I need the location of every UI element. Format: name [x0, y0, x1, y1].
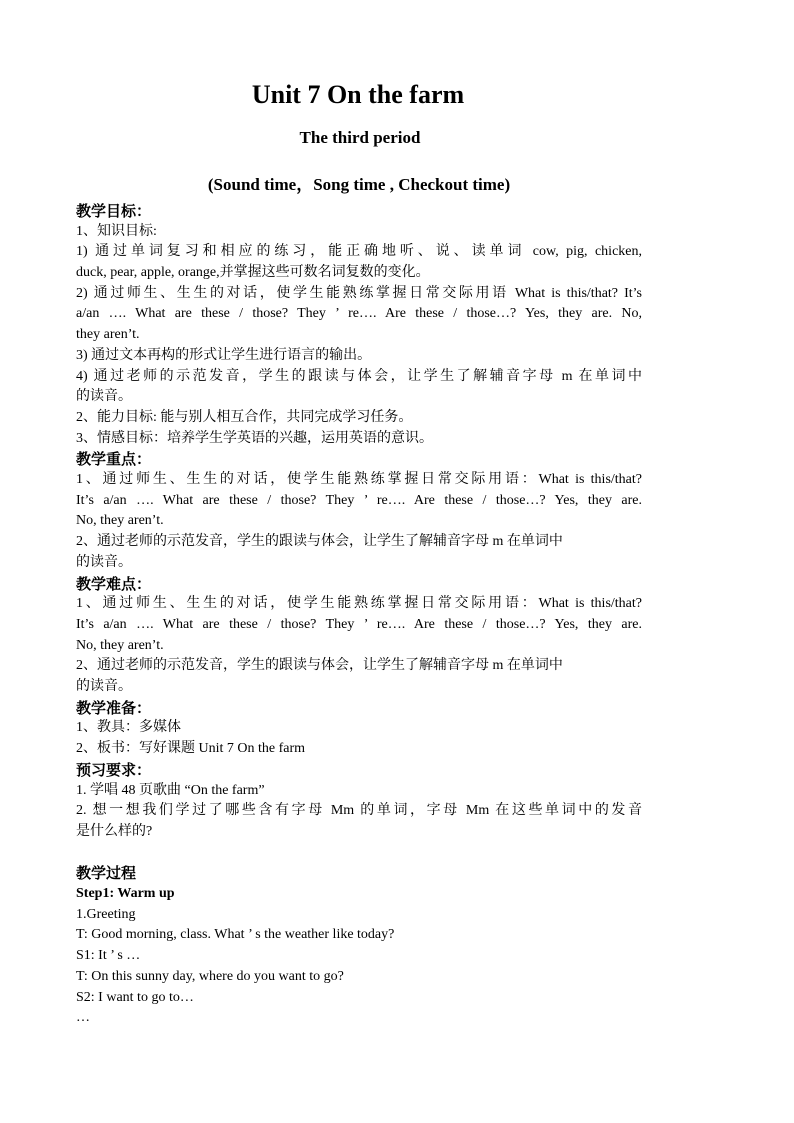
body-line: It’s a/an …. What are these / those? They ’ re…. Are these / those…? Yes, they are.: [76, 616, 642, 632]
body-line: 的读音。: [76, 679, 132, 695]
body-line: 2) 通过师生、生生的对话，使学生能熟练掌握日常交际用语 What is this/that? It’s: [76, 285, 642, 301]
body-line: 是什么样的?: [76, 823, 153, 839]
body-line: a/an …. What are these / those? They ’ re…. Are these / those…? Yes, they are. No,: [76, 306, 642, 322]
body-line: 2. 想一想我们学过了哪些含有字母 Mm 的单词，字母 Mm 在这些单词中的发音: [76, 803, 642, 819]
body-line: 1、教具：多媒体: [76, 720, 181, 736]
body-line: 1.Greeting: [76, 906, 136, 922]
body-line: 2、通过老师的示范发音，学生的跟读与体会，让学生了解辅音字母 m 在单词中: [76, 534, 563, 550]
body-line: It’s a/an …. What are these / those? They ’ re…. Are these / those…? Yes, they are.: [76, 492, 642, 508]
body-line: 2、能力目标: 能与别人相互合作，共同完成学习任务。: [76, 409, 413, 425]
body-line: 1、知识目标:: [76, 223, 157, 239]
body-line: S1: It ’ s …: [76, 948, 141, 964]
body-line: T: Good morning, class. What ’ s the weather like today?: [76, 927, 395, 943]
body-line: 1) 通过单词复习和相应的练习，能正确地听、说、读单词 cow, pig, chicken,: [76, 244, 642, 260]
body-line: 2、板书：写好课题 Unit 7 On the farm: [76, 741, 306, 757]
document-title: Unit 7 On the farm: [251, 80, 465, 109]
section-heading: 教学重点：: [76, 450, 152, 469]
body-line: 1. 学唱 48 页歌曲 “On the farm”: [76, 782, 265, 798]
section-heading: 预习要求：: [76, 760, 152, 779]
body-line: Step1: Warm up: [76, 886, 175, 902]
body-line: 1、通过师生、生生的对话，使学生能熟练掌握日常交际用语：What is this/that?: [76, 596, 642, 612]
document-body: [76, 201, 642, 1029]
body-line: 的读音。: [76, 389, 132, 405]
body-line: 1、通过师生、生生的对话，使学生能熟练掌握日常交际用语：What is this/that?: [76, 472, 642, 488]
section-heading: 教学过程: [76, 864, 137, 883]
body-line: …: [76, 1010, 90, 1026]
body-line: they aren’t.: [76, 327, 140, 343]
body-line: duck, pear, apple, orange,并掌握这些可数名词复数的变化。: [76, 265, 430, 281]
document-subtitle: The third period: [299, 128, 421, 147]
body-line: T: On this sunny day, where do you want to go?: [76, 968, 344, 984]
section-heading: 教学目标：: [76, 202, 152, 220]
body-line: S2: I want to go to…: [76, 989, 194, 1005]
body-line: No, they aren’t.: [76, 513, 164, 529]
section-heading: 教学准备：: [76, 698, 152, 717]
body-line: No, they aren’t.: [76, 637, 164, 653]
body-line: 3、情感目标：培养学生学英语的兴趣，运用英语的意识。: [76, 430, 433, 446]
body-line: 4) 通过老师的示范发音，学生的跟读与体会，让学生了解辅音字母 m 在单词中: [76, 368, 642, 384]
document-subtitle-2: (Sound time，Song time , Checkout time): [207, 175, 511, 194]
body-line: 的读音。: [76, 554, 132, 570]
body-line: 3) 通过文本再构的形式让学生进行语言的输出。: [76, 347, 372, 363]
body-line: 2、通过老师的示范发音，学生的跟读与体会，让学生了解辅音字母 m 在单词中: [76, 658, 563, 674]
section-heading: 教学难点：: [76, 574, 152, 593]
blank-line: [76, 843, 642, 864]
